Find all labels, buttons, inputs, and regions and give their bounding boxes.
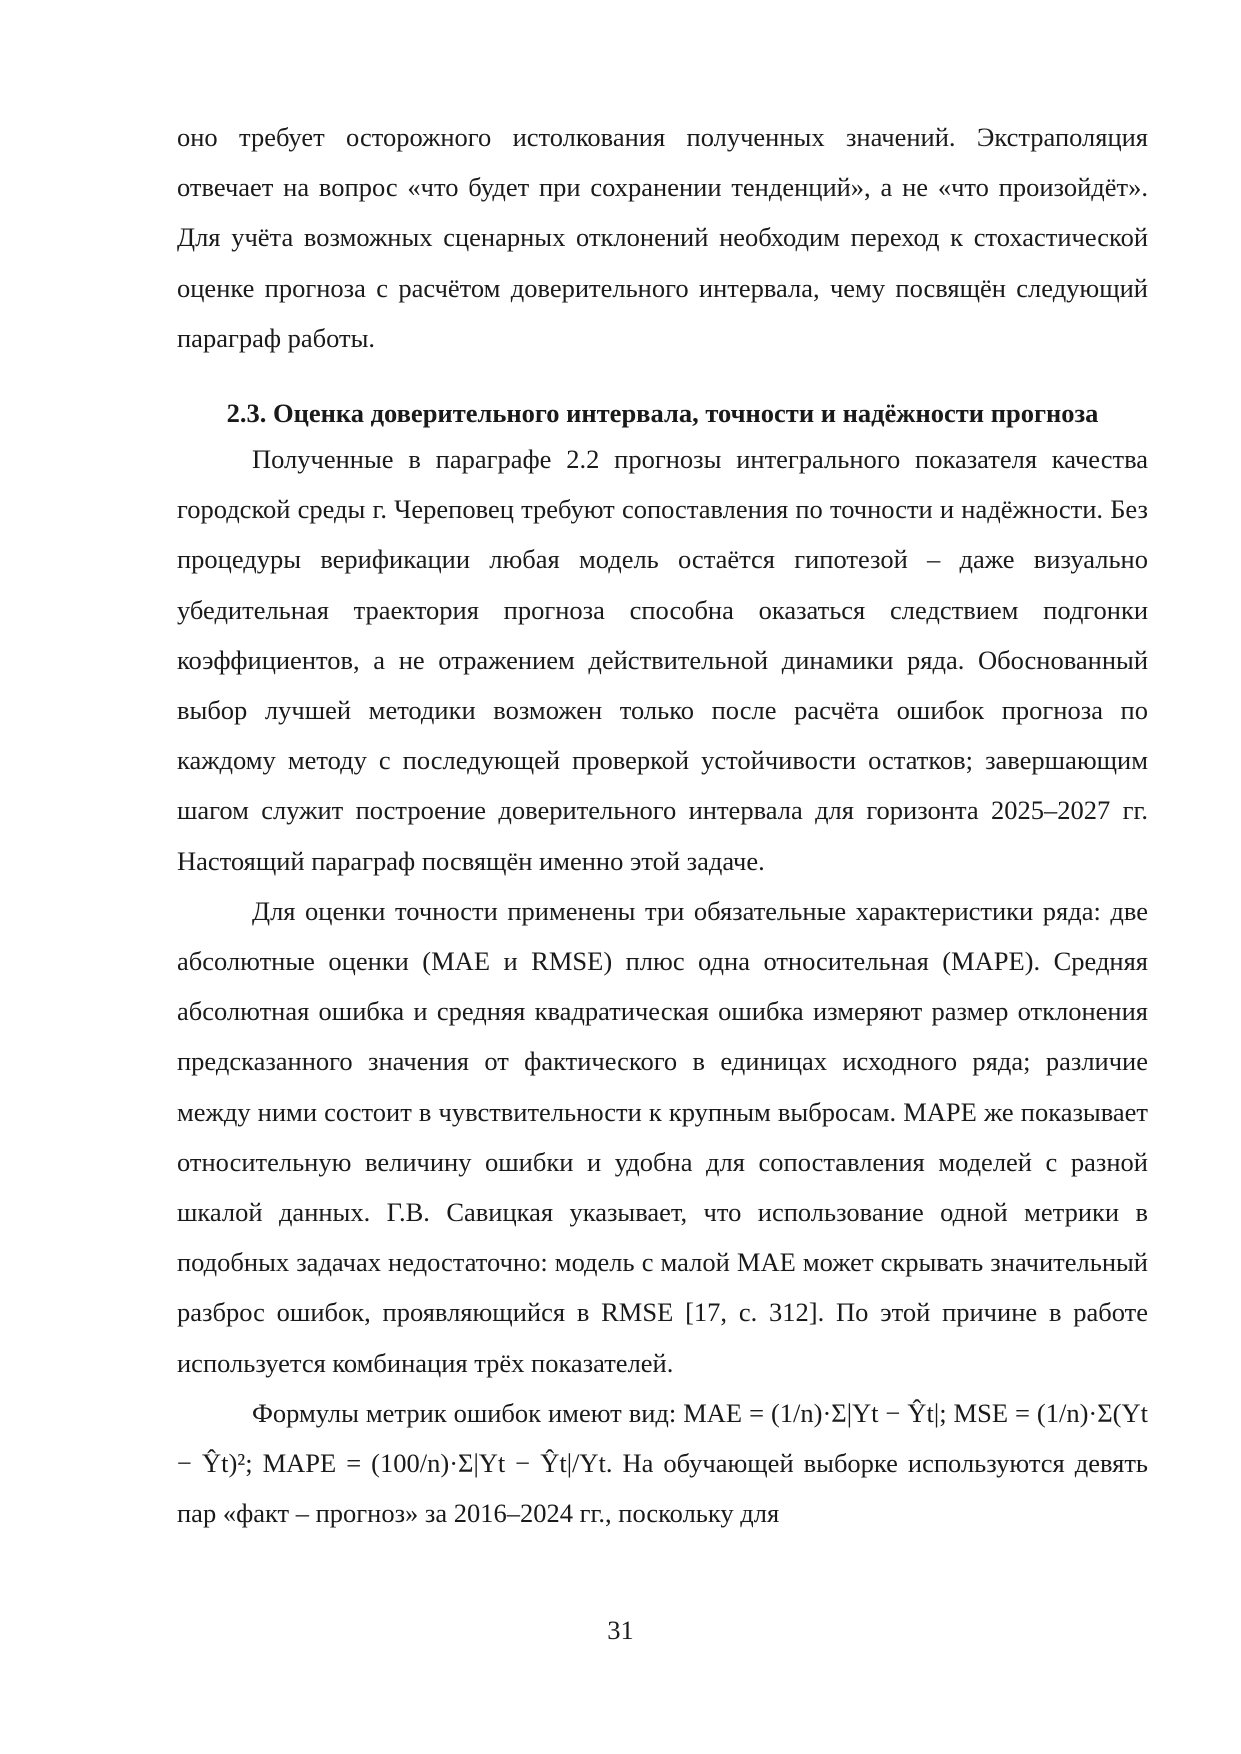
body-paragraph: Полученные в параграфе 2.2 прогнозы интегрального показателя качества городской среды г. Череповец требуют сопоставления по точности и надёжности. Без процедуры верификации любая модель остаётся гипотезой – даже визуально убедительная траектория прогноза способна оказаться следствием подгонки коэффициентов, а не отражением действительной динамики ряда. Обоснованный выбор лучшей методики возможен только после расчёта ошибок прогноза по каждому методу с последующей проверкой устойчивости остатков; завершающим шагом служит построение доверительного интервала для горизонта 2025–2027 гг. Настоящий параграф посвящён именно этой задаче.: [177, 444, 1148, 876]
section-heading: 2.3. Оценка доверительного интервала, точности и надёжности прогноза: [226, 398, 1099, 428]
body-paragraph: Для оценки точности применены три обязательные характеристики ряда: две абсолютные оценки (MAE и RMSE) плюс одна относительная (MAPE). Средняя абсолютная ошибка и средняя квадратическая ошибка измеряют размер отклонения предсказанного значения от фактического в единицах исходного ряда; различие между ними состоит в чувствительности к крупным выбросам. MAPE же показывает относительную величину ошибки и удобна для сопоставления моделей с разной шкалой данных. Г.В. Савицкая указывает, что использование одной метрики в подобных задачах недостаточно: модель с малой MAE может скрывать значительный разброс ошибок, проявляющийся в RMSE [17, с. 312]. По этой причине в работе используется комбинация трёх показателей.: [177, 895, 1148, 1378]
section-body: [177, 434, 1148, 1538]
intro-paragraph: оно требует осторожного истолкования полученных значений. Экстраполяция отвечает на вопрос «что будет при сохранении тенденций», а не «что произойдёт». Для учёта возможных сценарных отклонений необходим переход к стохастической оценке прогноза с расчётом доверительного интервала, чему посвящён следующий параграф работы.: [177, 122, 1148, 353]
body-paragraph: Формулы метрик ошибок имеют вид: MAE = (1/n)·Σ|Yt − Ŷt|; MSE = (1/n)·Σ(Yt − Ŷt)²; MAPE = (100/n)·Σ|Yt − Ŷt|/Yt. На обучающей выборке используются девять пар «факт – прогноз» за 2016–2024 гг., поскольку для: [177, 1397, 1148, 1529]
page-number: 31: [607, 1615, 634, 1645]
